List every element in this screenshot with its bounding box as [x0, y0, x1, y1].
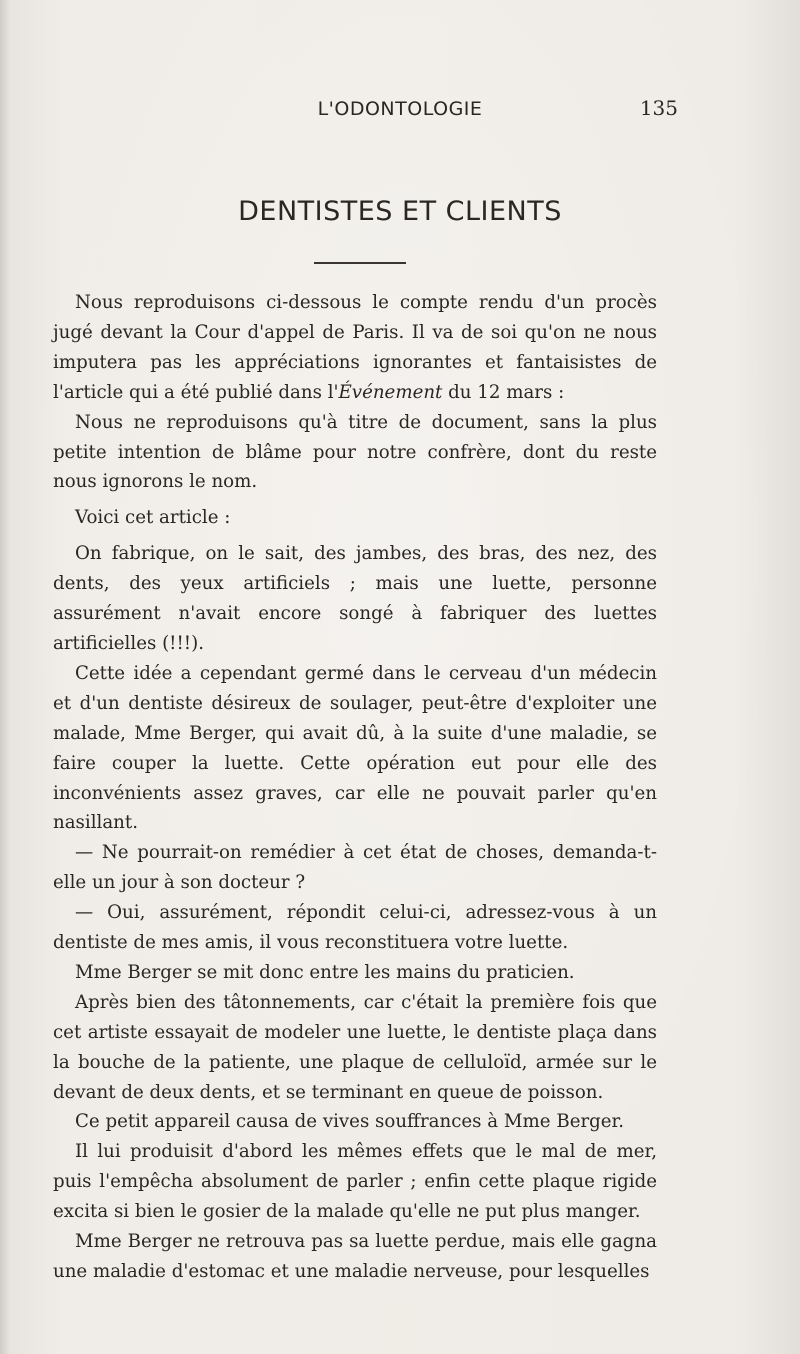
paragraph: Mme Berger ne retrouva pas sa luette perdue, mais elle gagna une maladie d'estomac et une maladie nerveuse, pour lesquelles — [53, 1231, 657, 1282]
article-title: DENTISTES ET CLIENTS — [238, 196, 562, 227]
newspaper-title: Événement — [338, 381, 443, 403]
paragraph: Cette idée a cependant germé dans le cerveau d'un médecin et d'un dentiste désireux de soulager, peut-être d'exploiter une malade, Mme Berger, qui avait dû, à la suite d'une maladie, se faire couper la luette. Cette opération eut pour elle des inconvénients assez graves, car elle ne pouvait parler qu'en nasillant. — [53, 662, 657, 834]
paragraph: On fabrique, on le sait, des jambes, des bras, des nez, des dents, des yeux artificiels ; mais une luette, personne assurément n'avait encore songé à fabriquer des luettes artificielles (!!!). — [53, 543, 657, 654]
paragraph: Après bien des tâtonnements, car c'était la première fois que cet artiste essayait de modeler une luette, le dentiste plaça dans la bouche de la patiente, une plaque de celluloïd, armée sur le devant de deux dents, et se terminant en queue de poisson. — [53, 991, 657, 1103]
article-body — [53, 288, 657, 1287]
paragraph: Nous ne reproduisons qu'à titre de document, sans la plus petite intention de blâme pour notre confrère, dont du reste nous ignorons le nom. — [53, 411, 657, 493]
page-number: 135 — [639, 96, 678, 120]
running-head — [0, 96, 800, 124]
paragraph: — Ne pourrait-on remédier à cet état de choses, demanda-t-elle un jour à son docteur ? — [53, 842, 657, 894]
title-divider — [314, 262, 406, 264]
paragraph-intro: Nous reproduisons ci-dessous le compte rendu d'un procès jugé devant la Cour d'appel de Paris. Il va de soi qu'on ne nous imputera pas les appréciations ignorantes et fantaisistes de l'article qui a été publié dans l'Événement du 12 mars : — [53, 292, 657, 403]
paragraph: Voici cet article : — [75, 507, 231, 529]
paragraph: — Oui, assurément, répondit celui-ci, adressez-vous à un dentiste de mes amis, il vous reconstituera votre luette. — [53, 902, 657, 954]
paragraph: Mme Berger se mit donc entre les mains du praticien. — [75, 961, 575, 983]
running-title: L'ODONTOLOGIE — [317, 98, 483, 120]
paragraph: Ce petit appareil causa de vives souffrances à Mme Berger. — [75, 1111, 625, 1133]
paragraph: Il lui produisit d'abord les mêmes effets que le mal de mer, puis l'empêcha absolument de parler ; enfin cette plaque rigide excita si bien le gosier de la malade qu'elle ne put plus manger. — [53, 1141, 657, 1223]
